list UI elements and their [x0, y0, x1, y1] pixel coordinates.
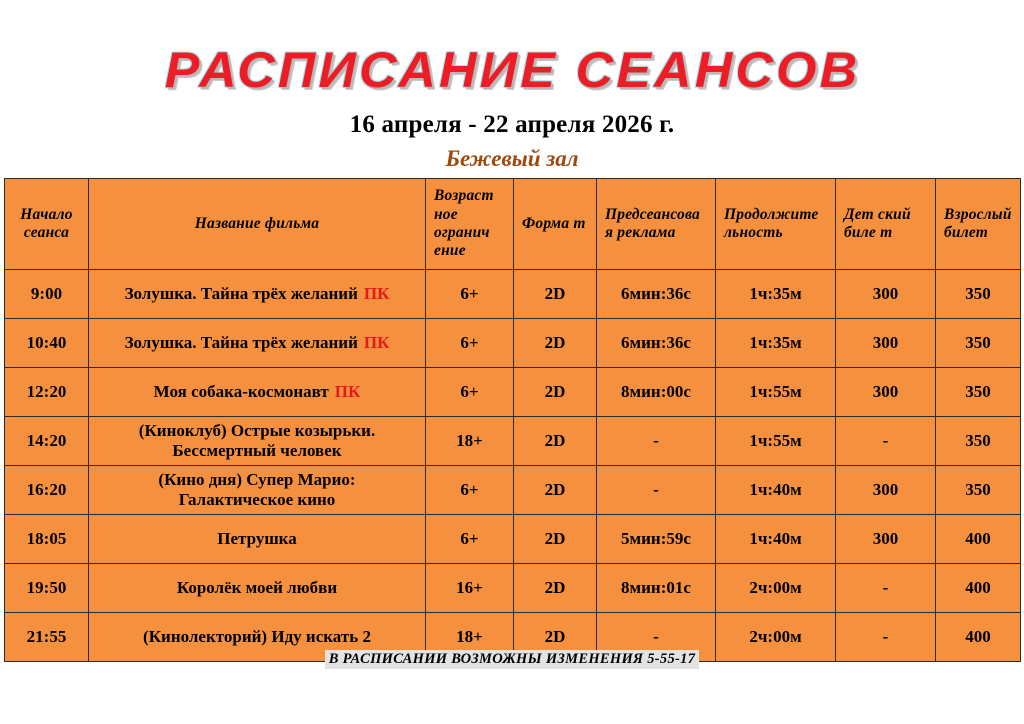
- cell-age-rating: 6+: [426, 515, 514, 564]
- table-row: [5, 319, 1021, 368]
- cell-adult-ticket: 350: [936, 466, 1021, 515]
- cell-adult-ticket: 400: [936, 613, 1021, 662]
- cell-film-title: [89, 417, 426, 466]
- cell-format: 2D: [514, 515, 597, 564]
- film-pk-badge: ПК: [334, 381, 361, 401]
- column-header-start-time: Начало сеанса: [5, 179, 89, 270]
- cell-duration: 1ч:55м: [716, 368, 836, 417]
- cell-start-time: 12:20: [5, 368, 89, 417]
- schedule-table-container: [4, 178, 1020, 662]
- cell-preshow-ads: -: [597, 466, 716, 515]
- cell-age-rating: 6+: [426, 319, 514, 368]
- cell-adult-ticket: 400: [936, 564, 1021, 613]
- cell-preshow-ads: 5мин:59с: [597, 515, 716, 564]
- cell-adult-ticket: 400: [936, 515, 1021, 564]
- column-header-preshow-ads: Предсеансова я реклама: [597, 179, 716, 270]
- cell-child-ticket: 300: [836, 515, 936, 564]
- poster-header: [0, 0, 1024, 172]
- cell-preshow-ads: 8мин:01с: [597, 564, 716, 613]
- cell-adult-ticket: 350: [936, 417, 1021, 466]
- footer: [0, 650, 1024, 669]
- hall-name: Бежевый зал: [445, 145, 579, 171]
- cell-duration: 2ч:00м: [716, 613, 836, 662]
- cell-age-rating: 6+: [426, 466, 514, 515]
- column-header-age-rating: Возраст ное огранич ение: [426, 179, 514, 270]
- film-title-line-1: (Кинолекторий) Иду искать 2: [143, 626, 371, 646]
- column-header-duration: Продолжите льность: [716, 179, 836, 270]
- cell-film-title: [89, 564, 426, 613]
- cell-child-ticket: 300: [836, 368, 936, 417]
- cell-child-ticket: -: [836, 417, 936, 466]
- cell-film-title: [89, 270, 426, 319]
- page-title: РАСПИСАНИЕ СЕАНСОВ: [164, 42, 860, 98]
- table-row: [5, 515, 1021, 564]
- table-row: [5, 564, 1021, 613]
- cell-preshow-ads: -: [597, 613, 716, 662]
- schedule-change-note: В РАСПИСАНИИ ВОЗМОЖНЫ ИЗМЕНЕНИЯ 5-55-17: [325, 650, 700, 669]
- film-title-line-1: (Киноклуб) Острые козырьки.: [138, 420, 376, 440]
- cell-preshow-ads: 6мин:36с: [597, 270, 716, 319]
- cell-start-time: 19:50: [5, 564, 89, 613]
- cell-adult-ticket: 350: [936, 319, 1021, 368]
- table-row: [5, 466, 1021, 515]
- cell-age-rating: 6+: [426, 270, 514, 319]
- film-title-line-1: Золушка. Тайна трёх желаний: [124, 283, 358, 303]
- film-title-line-1: Моя собака-космонавт: [153, 381, 329, 401]
- cell-age-rating: 18+: [426, 417, 514, 466]
- cell-start-time: 9:00: [5, 270, 89, 319]
- film-title-line-2: Галактическое кино: [178, 490, 336, 509]
- film-title-line-1: Петрушка: [217, 528, 297, 548]
- column-header-adult-ticket: Взрослый билет: [936, 179, 1021, 270]
- cell-adult-ticket: 350: [936, 270, 1021, 319]
- cell-duration: 1ч:40м: [716, 515, 836, 564]
- column-header-format: Форма т: [514, 179, 597, 270]
- cell-adult-ticket: 350: [936, 368, 1021, 417]
- cell-child-ticket: -: [836, 564, 936, 613]
- table-header-row: [5, 179, 1021, 270]
- cell-duration: 1ч:35м: [716, 319, 836, 368]
- column-header-child-ticket: Дет ский биле т: [836, 179, 936, 270]
- cell-format: 2D: [514, 466, 597, 515]
- cell-format: 2D: [514, 368, 597, 417]
- cell-duration: 1ч:55м: [716, 417, 836, 466]
- cell-age-rating: 16+: [426, 564, 514, 613]
- cell-duration: 1ч:40м: [716, 466, 836, 515]
- cell-format: 2D: [514, 319, 597, 368]
- cell-child-ticket: 300: [836, 319, 936, 368]
- cell-format: 2D: [514, 564, 597, 613]
- cell-duration: 2ч:00м: [716, 564, 836, 613]
- cell-preshow-ads: 8мин:00с: [597, 368, 716, 417]
- cell-film-title: [89, 368, 426, 417]
- cell-age-rating: 6+: [426, 368, 514, 417]
- cell-age-rating: 18+: [426, 613, 514, 662]
- cell-start-time: 18:05: [5, 515, 89, 564]
- cell-format: 2D: [514, 270, 597, 319]
- film-title-line-1: Золушка. Тайна трёх желаний: [124, 332, 358, 352]
- cell-start-time: 21:55: [5, 613, 89, 662]
- cell-film-title: [89, 319, 426, 368]
- cell-duration: 1ч:35м: [716, 270, 836, 319]
- cell-film-title: [89, 515, 426, 564]
- cell-preshow-ads: -: [597, 417, 716, 466]
- cell-child-ticket: 300: [836, 466, 936, 515]
- film-pk-badge: ПК: [363, 283, 390, 303]
- cell-start-time: 10:40: [5, 319, 89, 368]
- table-row: [5, 417, 1021, 466]
- date-range: 16 апреля - 22 апреля 2026 г.: [349, 110, 675, 138]
- cell-child-ticket: -: [836, 613, 936, 662]
- film-title-line-1: (Кино дня) Супер Марио:: [158, 469, 356, 489]
- film-pk-badge: ПК: [363, 332, 390, 352]
- film-title-line-1: Королёк моей любви: [176, 577, 338, 597]
- film-title-line-2: Бессмертный человек: [172, 441, 342, 460]
- column-header-film-title: Название фильма: [89, 179, 426, 270]
- table-row: [5, 368, 1021, 417]
- cell-start-time: 16:20: [5, 466, 89, 515]
- table-body: [5, 270, 1021, 662]
- cell-format: 2D: [514, 613, 597, 662]
- cell-format: 2D: [514, 417, 597, 466]
- cell-film-title: [89, 466, 426, 515]
- cell-child-ticket: 300: [836, 270, 936, 319]
- schedule-table: [4, 178, 1021, 662]
- cell-start-time: 14:20: [5, 417, 89, 466]
- table-header: [5, 179, 1021, 270]
- table-row: [5, 270, 1021, 319]
- cell-preshow-ads: 6мин:36с: [597, 319, 716, 368]
